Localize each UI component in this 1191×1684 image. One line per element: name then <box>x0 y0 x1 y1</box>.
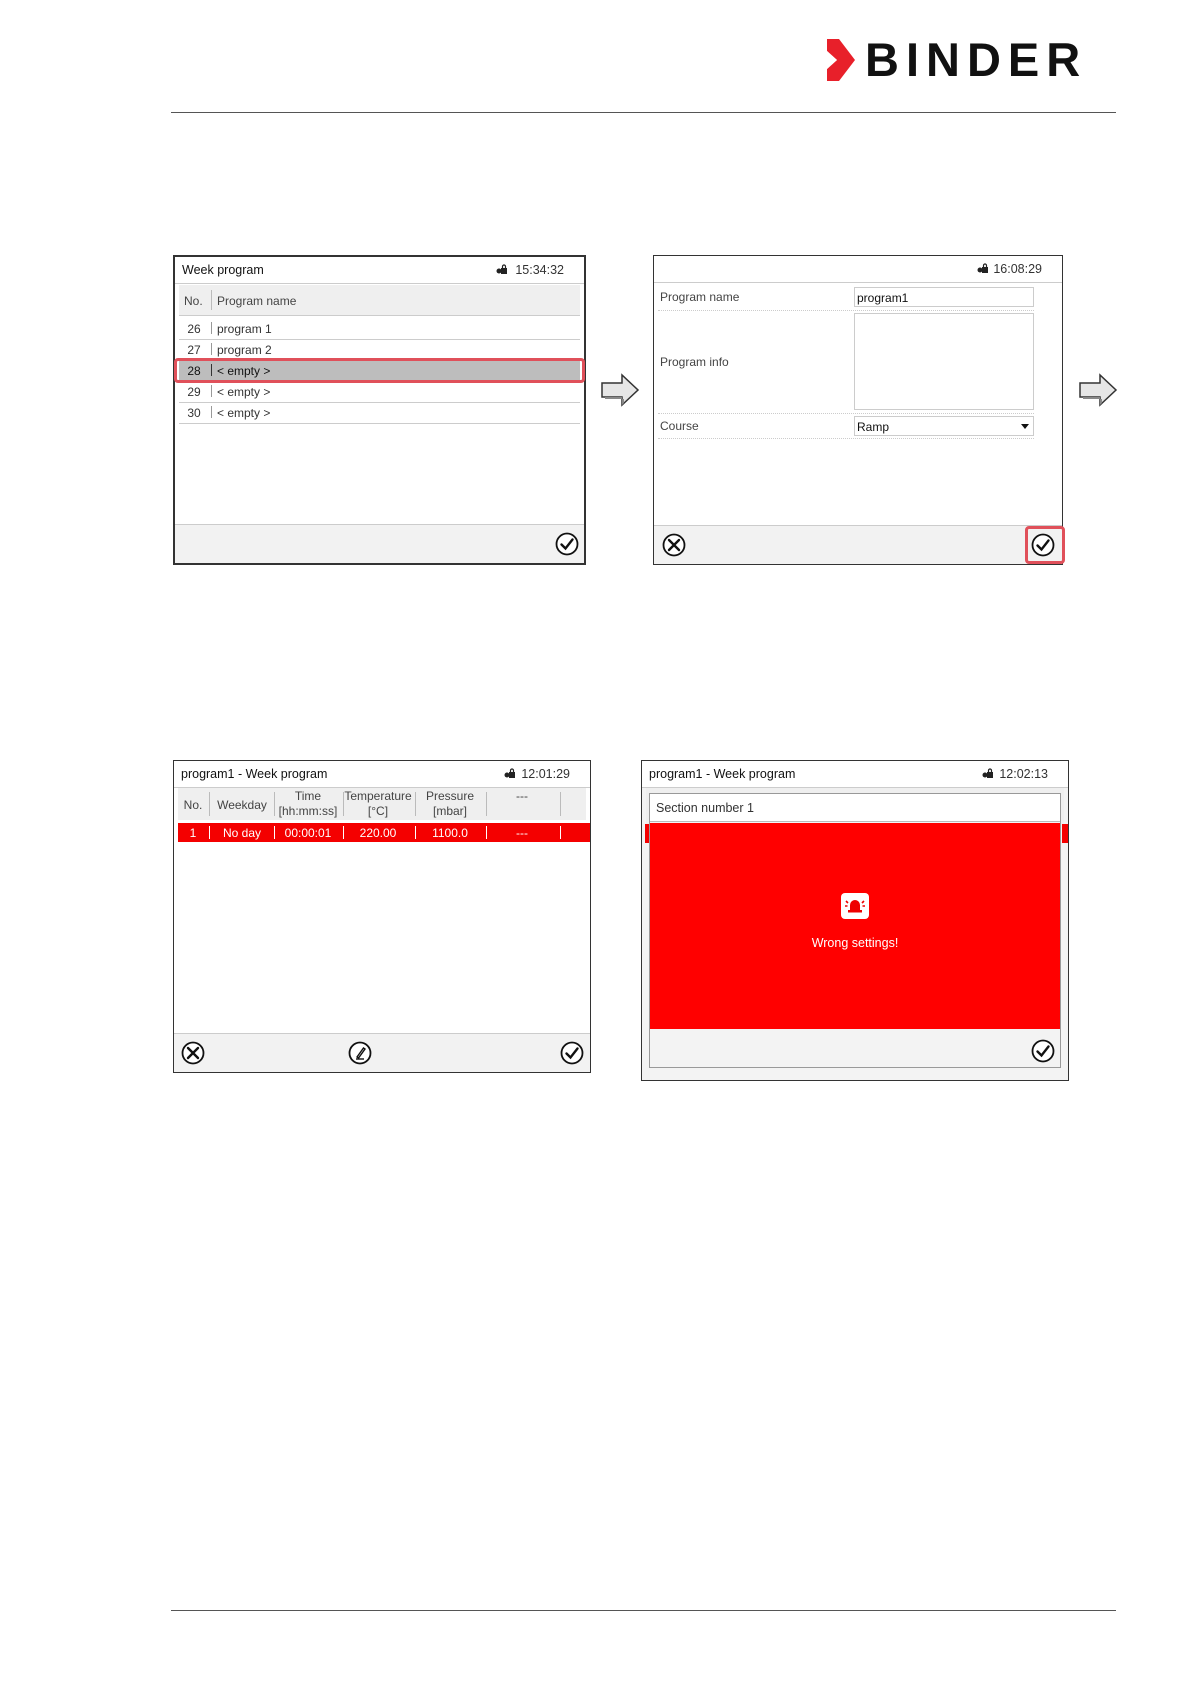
clock: 12:01:29 <box>521 767 570 781</box>
alarm-message: Wrong settings! <box>811 936 899 950</box>
row-number: 30 <box>187 406 201 420</box>
check-circle-icon[interactable] <box>1031 1039 1055 1063</box>
col-more-header: --- <box>516 789 528 803</box>
clock: 15:34:32 <box>515 263 564 277</box>
clock: 16:08:29 <box>993 262 1042 276</box>
table-row[interactable] <box>179 318 580 340</box>
screen-header <box>175 257 584 284</box>
clock: 12:02:13 <box>999 767 1048 781</box>
program-info-textarea[interactable] <box>854 313 1034 410</box>
screen-title: program1 - Week program <box>649 767 796 781</box>
course-select[interactable] <box>854 416 1034 436</box>
divider <box>658 438 1034 439</box>
check-circle-icon[interactable] <box>560 1041 584 1065</box>
row-number: 26 <box>187 322 201 336</box>
table-header <box>178 788 586 820</box>
col-pressure-unit: [mbar] <box>432 804 467 818</box>
row-number: 1 <box>189 826 197 840</box>
screen-footer <box>175 524 584 563</box>
section-number-label: Section number 1 <box>656 801 754 815</box>
alarm-panel <box>650 823 1060 1029</box>
row-number: 27 <box>187 343 201 357</box>
section-title-bar <box>650 794 1060 822</box>
table-row-selected[interactable] <box>178 823 590 842</box>
screen-header <box>174 761 590 788</box>
brand-name: BINDER <box>865 33 1088 86</box>
header-rule <box>171 112 1116 113</box>
screen-title: Week program <box>182 263 264 277</box>
week-program-list-screen <box>173 255 586 565</box>
col-no-header: No. <box>183 798 203 812</box>
row-number: 29 <box>187 385 201 399</box>
pencil-circle-icon[interactable] <box>348 1041 372 1065</box>
row-name: program 2 <box>217 343 272 357</box>
col-weekday-header: Weekday <box>217 798 267 812</box>
program-name-label: Program name <box>660 290 740 304</box>
course-label: Course <box>660 419 699 433</box>
row-pressure: 1100.0 <box>432 826 468 840</box>
section-dialog <box>649 793 1061 1068</box>
row-more: --- <box>516 826 528 840</box>
course-selected-value: Ramp <box>857 420 890 434</box>
lock-icon <box>977 263 989 274</box>
table-header <box>179 285 580 316</box>
wrong-settings-screen <box>641 760 1069 1081</box>
screen-title: program1 - Week program <box>181 767 328 781</box>
screen-footer <box>654 525 1062 564</box>
col-name-header: Program name <box>217 294 297 308</box>
col-no-header: No. <box>184 294 203 308</box>
lock-icon <box>504 768 516 779</box>
row-name: program 1 <box>217 322 272 336</box>
x-circle-icon[interactable] <box>662 533 686 557</box>
divider <box>658 413 1034 414</box>
col-divider <box>211 290 212 310</box>
col-time-unit: [hh:mm:ss] <box>278 804 338 818</box>
col-time-header: Time <box>294 789 322 803</box>
week-program-sections-screen <box>173 760 591 1073</box>
row-number: 28 <box>187 364 201 378</box>
dropdown-arrow-icon[interactable] <box>1021 424 1029 429</box>
screen-header <box>642 761 1068 788</box>
row-weekday: No day <box>222 826 262 840</box>
row-time: 00:00:01 <box>284 826 332 840</box>
col-temperature-unit: [°C] <box>367 804 389 818</box>
arrow-right-icon <box>600 372 640 408</box>
row-name: < empty > <box>217 364 271 378</box>
x-circle-icon[interactable] <box>181 1041 205 1065</box>
divider <box>658 310 1034 311</box>
row-name: < empty > <box>217 406 271 420</box>
binder-logo <box>827 33 1117 86</box>
background-red-row-right <box>1062 824 1068 843</box>
program-name-input[interactable]: program1 <box>854 287 1034 307</box>
footer-rule <box>171 1610 1116 1611</box>
table-row[interactable] <box>179 381 580 403</box>
arrow-right-icon <box>1078 372 1118 408</box>
screen-footer <box>174 1033 590 1072</box>
check-circle-icon[interactable] <box>555 532 579 556</box>
binder-logo-mark-icon <box>827 39 857 81</box>
row-name: < empty > <box>217 385 271 399</box>
lock-icon <box>982 768 994 779</box>
table-row[interactable] <box>179 402 580 424</box>
confirm-highlight <box>1025 526 1065 564</box>
row-temperature: 220.00 <box>359 826 397 840</box>
program-setup-screen <box>653 255 1063 565</box>
alarm-bell-icon <box>841 893 869 919</box>
screen-header <box>654 256 1062 283</box>
lock-icon <box>496 264 508 275</box>
col-temperature-header: Temperature <box>344 789 412 803</box>
selection-highlight <box>174 358 585 383</box>
col-pressure-header: Pressure <box>425 789 475 803</box>
program-info-label: Program info <box>660 355 729 369</box>
